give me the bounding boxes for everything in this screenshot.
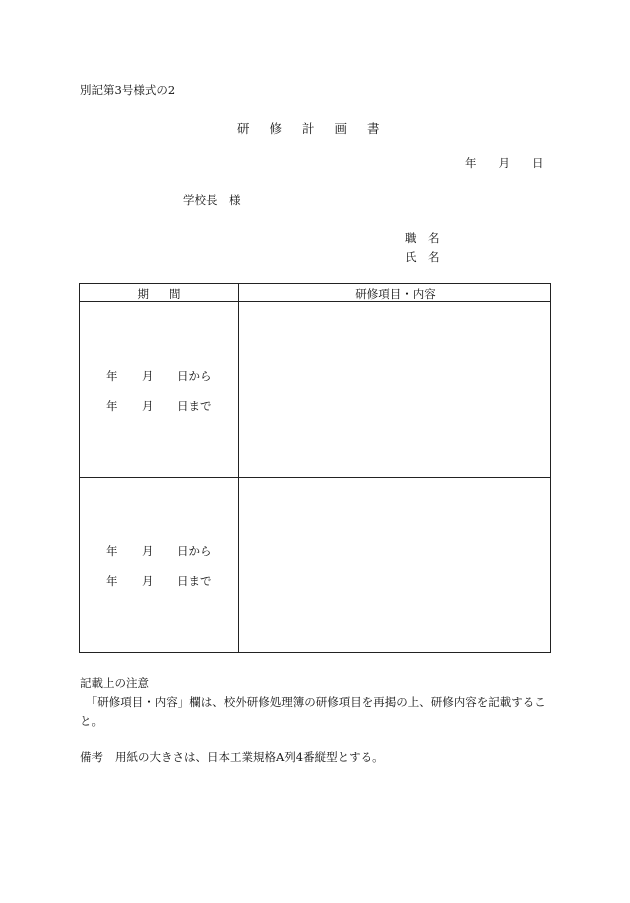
date-line xyxy=(465,155,544,171)
notes-body: 「研修項目・内容」欄は、校外研修処理簿の研修項目を再掲の上、研修内容を記載すること。 xyxy=(80,695,546,728)
to-day-label: 日まで xyxy=(177,574,212,588)
document-title: 研修計画書 xyxy=(237,121,400,136)
remarks-label: 備考 xyxy=(80,750,103,764)
from-month-label: 月 xyxy=(142,369,154,383)
period-from-line xyxy=(106,543,212,559)
to-year-label: 年 xyxy=(106,574,118,588)
name-label: 氏 名 xyxy=(405,250,440,264)
form-number: 別記第3号様式の2 xyxy=(80,83,176,97)
date-year-label: 年 xyxy=(465,156,477,170)
header-content: 研修項目・内容 xyxy=(355,287,436,301)
addressee: 学校長 様 xyxy=(183,193,241,207)
from-day-label: 日から xyxy=(177,544,212,558)
header-period: 期間 xyxy=(137,287,201,301)
period-from-line xyxy=(106,368,212,384)
notes-heading: 記載上の注意 xyxy=(80,676,149,690)
to-month-label: 月 xyxy=(142,574,154,588)
content-cell[interactable] xyxy=(239,478,550,653)
date-day-label: 日 xyxy=(532,156,544,170)
to-day-label: 日まで xyxy=(177,399,212,413)
from-month-label: 月 xyxy=(142,544,154,558)
from-year-label: 年 xyxy=(106,544,118,558)
content-cell[interactable] xyxy=(239,302,550,477)
period-to-line xyxy=(106,398,212,414)
from-day-label: 日から xyxy=(177,369,212,383)
to-year-label: 年 xyxy=(106,399,118,413)
position-label: 職 名 xyxy=(405,231,440,245)
remarks-text: 用紙の大きさは、日本工業規格A列4番縦型とする。 xyxy=(115,750,384,764)
training-plan-table xyxy=(79,283,551,653)
period-to-line xyxy=(106,573,212,589)
to-month-label: 月 xyxy=(142,399,154,413)
from-year-label: 年 xyxy=(106,369,118,383)
remarks xyxy=(80,749,384,765)
date-month-label: 月 xyxy=(498,156,510,170)
